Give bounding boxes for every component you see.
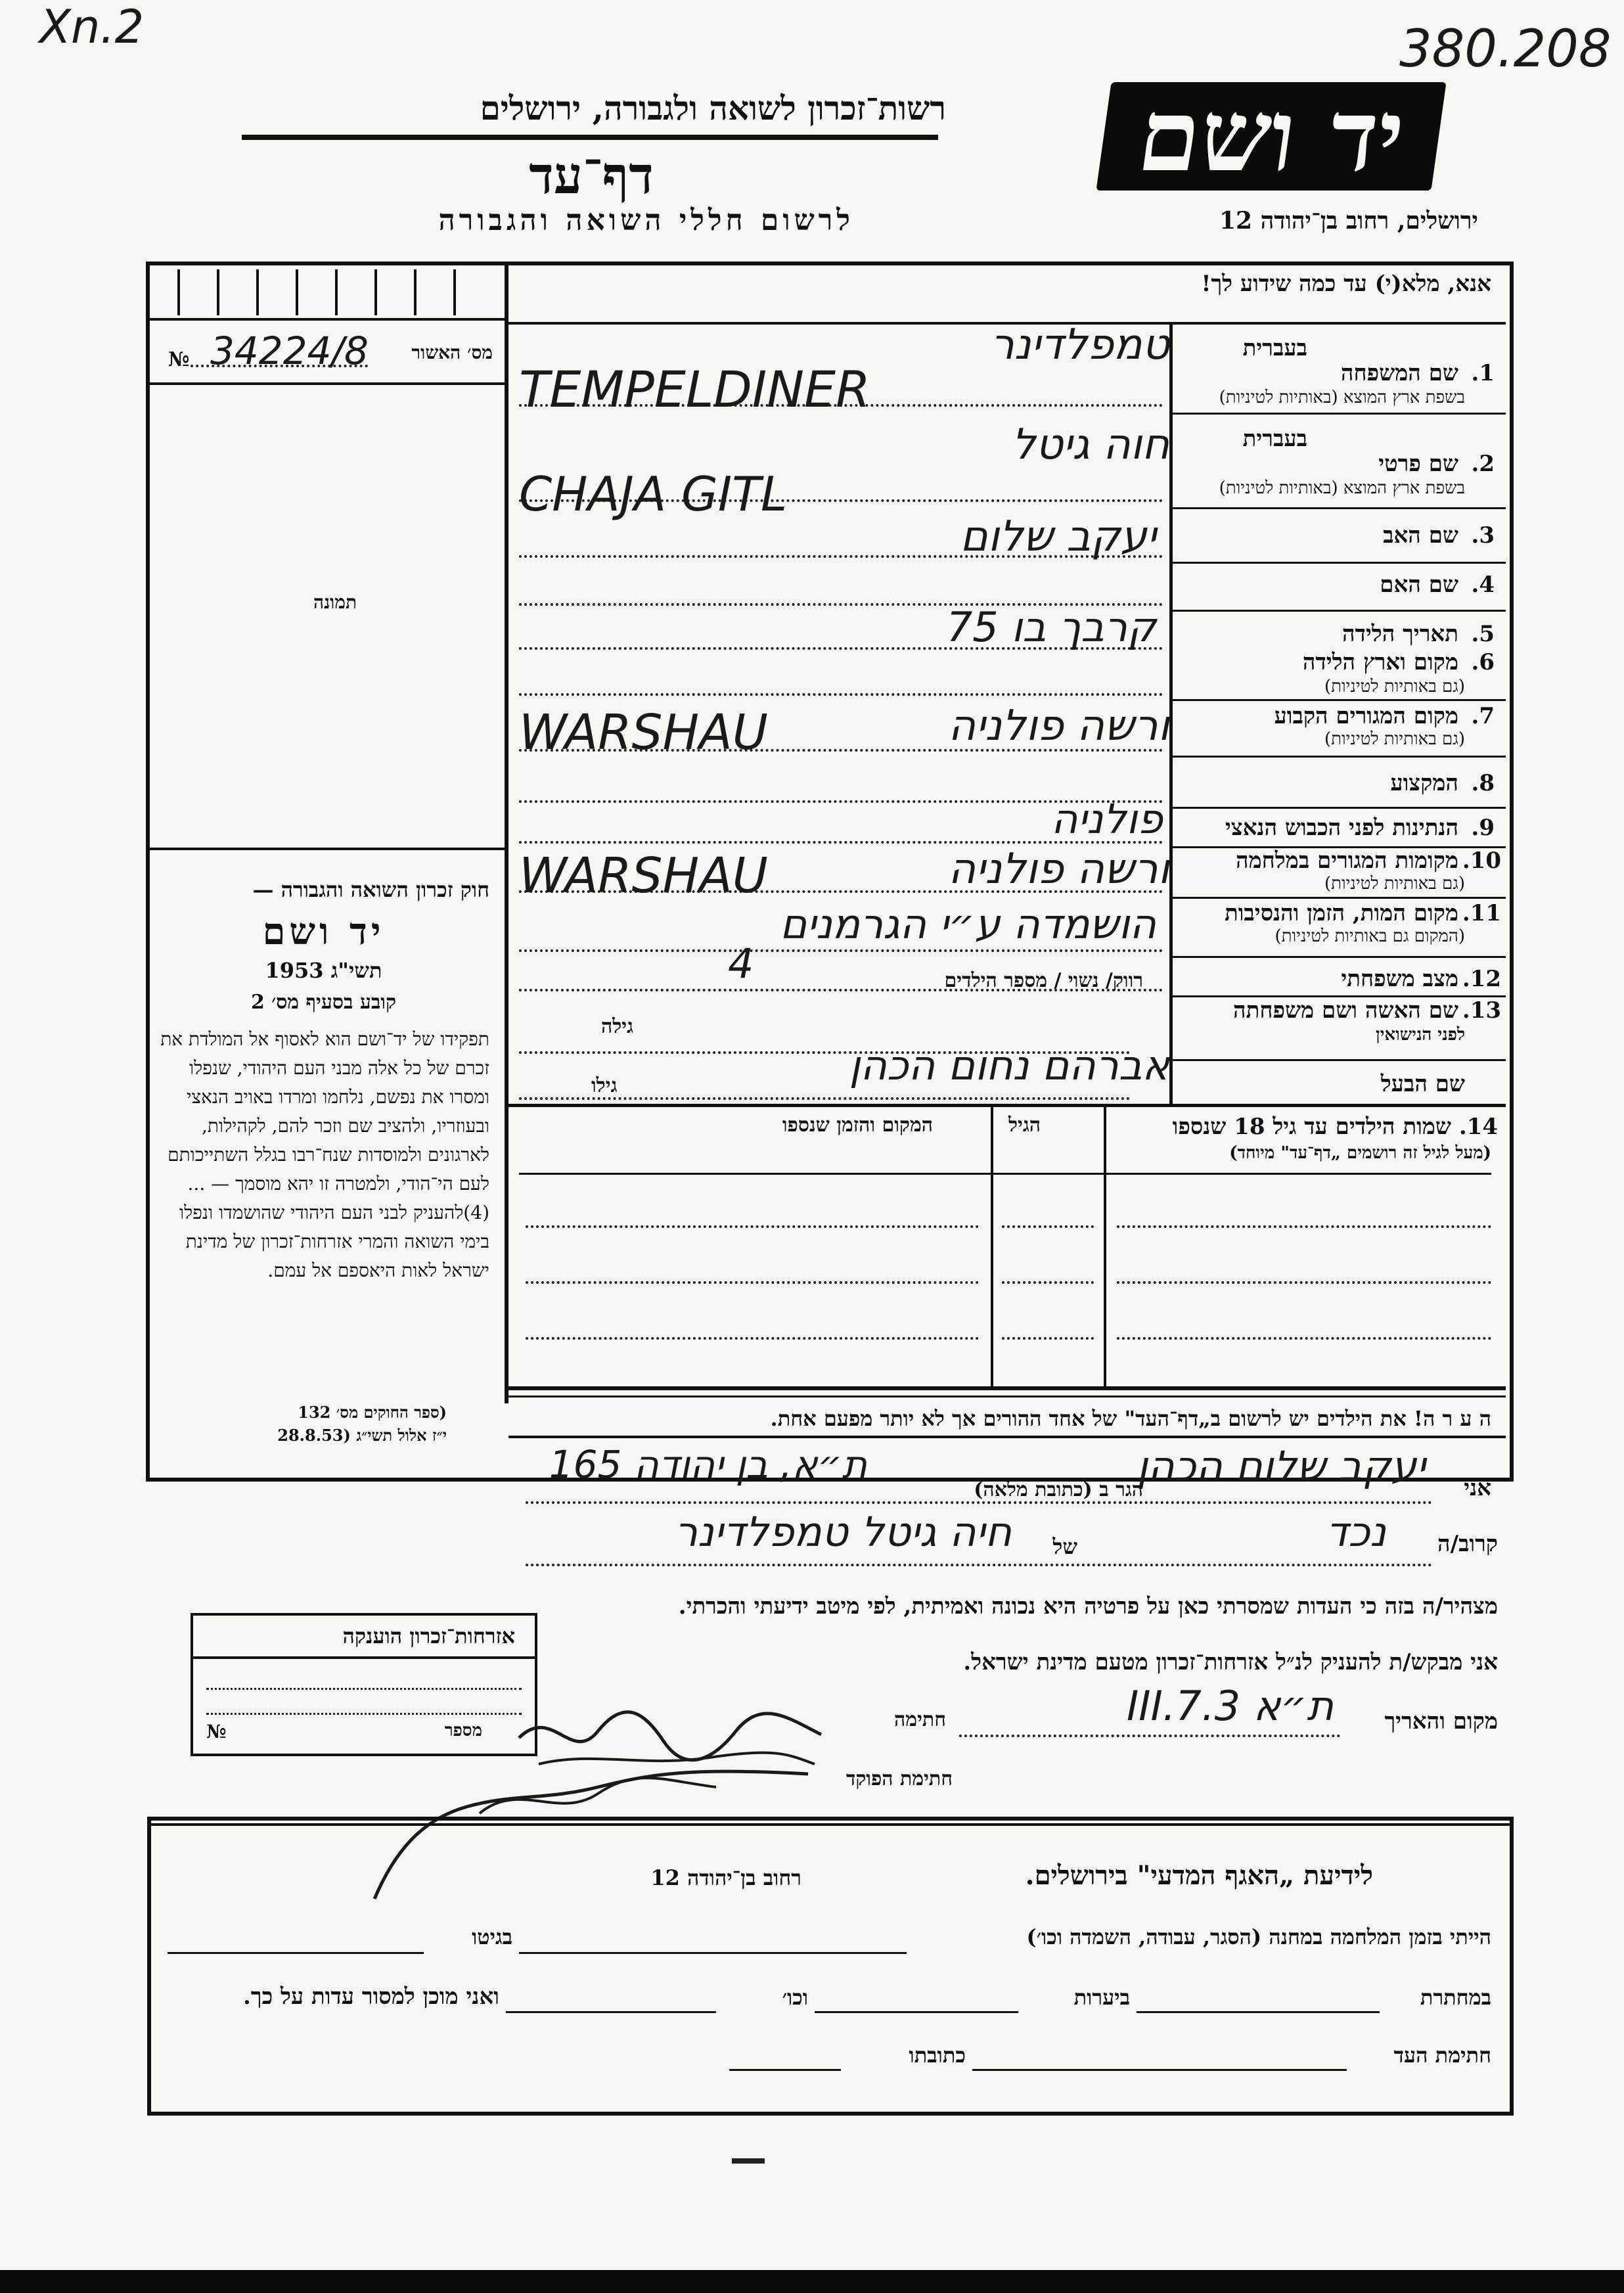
field-13-label: שם האשה ושם משפחתה xyxy=(1233,997,1458,1024)
death-circumstances[interactable]: הושמדה ע״י הגרמנים xyxy=(780,900,1156,948)
first-name-hebrew[interactable]: חוה גיטל xyxy=(1012,420,1169,469)
children-label: 14. שמות הילדים עד גיל 18 שנספו xyxy=(1172,1114,1498,1140)
citizenship-request: אני מבקש/ת להעניק לנ״ל אזרחות־זכרון מטעם מדינת ישראל. xyxy=(963,1649,1498,1675)
field-10-label: מקומות המגורים במלחמה xyxy=(1235,848,1458,874)
field-4-label: שם האם xyxy=(1380,572,1458,598)
husband-name[interactable]: אברהם נחום הכהן xyxy=(849,1041,1169,1089)
form-subtitle: לרשום חללי השואה והגבורה xyxy=(438,204,854,237)
law-reference-2: י״ז אלול תשי״ג (28.8.53 xyxy=(277,1426,447,1445)
father-name[interactable]: יעקב שלום xyxy=(960,512,1156,561)
wartime-place-hebrew[interactable]: ורשה פולניה xyxy=(948,845,1169,894)
citizenship-box-title: אזרחות־זכרון הוענקה xyxy=(342,1623,515,1648)
archive-number: 380.208 xyxy=(1399,20,1612,79)
wife-age-label: גילה xyxy=(601,1015,634,1038)
form-intro: אנא, מלא(י) עד כמה שידוע לך! xyxy=(1201,271,1491,297)
husband-label: שם הבעל xyxy=(1380,1071,1465,1097)
first-name-latin[interactable]: CHAJA GITL xyxy=(519,466,788,522)
field-11-label: מקום המות, הזמן והנסיבות xyxy=(1224,900,1458,926)
law-text: תפקידו של יד־ושם הוא לאסוף אל המולדת את זכרם של כל אלה מבני העם היהודי, שנפלו ומסרו את נפשם, נלחמו ומרדו באויב הנאצי ובעוזריו, ולהציב שם וזכר להם, לקהילות, לארגונים ולמוסדות שנח־רבו בגלל השתייכותם לעם הי־הודי, ולמטרה זו יהא מוסמך — ...(4)להעניק לבני העם היהודי שהושמדו ונפלו בימי השואה והמרי אזרחות־זכרון של מדינת ישראל לאות היאספם אל עמם. xyxy=(160,1028,489,1281)
header-address: ירושלים, רחוב בן־יהודה 12 xyxy=(1219,207,1478,235)
law-year: תשי"ג 1953 xyxy=(265,958,382,983)
approval-prefix: № xyxy=(168,348,190,371)
of-label: של xyxy=(1052,1534,1077,1559)
approval-label: מס׳ האשור xyxy=(411,342,493,363)
ghetto-label: בגיטו xyxy=(472,1924,512,1949)
birthplace-latin[interactable]: WARSHAU xyxy=(519,704,768,761)
page-mark xyxy=(732,2158,765,2164)
law-reference-1: (ספר החוקים מס׳ 132 xyxy=(298,1403,447,1422)
declarant-label: אני xyxy=(1464,1475,1491,1501)
field-6-label: מקום וארץ הלידה xyxy=(1302,649,1458,675)
forests-label: ביערות xyxy=(1073,1985,1130,2010)
wartime-place-latin[interactable]: WARSHAU xyxy=(519,848,768,904)
citizenship-box-number: מספר xyxy=(444,1721,482,1740)
left-column-divider xyxy=(505,261,508,1403)
children-place-header: המקום והזמן שנספו xyxy=(782,1114,933,1137)
scientific-dept-section xyxy=(147,1817,1514,2116)
testimony-offer: ואני מוכן למסור עדות על כך. xyxy=(243,1984,499,2010)
marital-options: רווק/ נשוי / מספר הילדים xyxy=(944,969,1143,992)
children-note: ה ע ר ה! את הילדים יש לרשום ב„דף־העד" של אחד ההורים אך לא יותר מפעם אחת. xyxy=(770,1406,1491,1431)
top-left-mark: Xn.2 xyxy=(39,0,145,54)
scan-edge xyxy=(0,2270,1624,2293)
bottom-address: רחוב בן־יהודה 12 xyxy=(650,1865,801,1890)
witness-address-label: כתובתו xyxy=(909,2043,966,2068)
place-date-label: מקום והאריך xyxy=(1384,1708,1498,1735)
field-12-label: מצב משפחתי xyxy=(1341,966,1458,992)
header-rule xyxy=(242,135,938,140)
law-section: קובע בסעיף מס׳ 2 xyxy=(250,991,397,1014)
declarant-name[interactable]: יעקב שלום הכהן xyxy=(1137,1442,1426,1490)
camp-line-label: הייתי בזמן המלחמה במחנה (הסגר, עבודה, השמדה וכו׳) xyxy=(1026,1924,1491,1949)
children-count[interactable]: 4 xyxy=(728,940,754,988)
label-column-divider xyxy=(1169,322,1173,1104)
field-1-label: שם המשפחה xyxy=(1340,360,1458,386)
birth-date[interactable]: קרבך בו 75 xyxy=(946,603,1156,651)
law-title: חוק זכרון השואה והגבורה — xyxy=(252,877,489,902)
authority-name: רשות־זכרון לשואה ולגבורה, ירושלים xyxy=(480,89,946,127)
relative-label: קרוב/ה xyxy=(1437,1531,1498,1557)
citizenship-box: אזרחות־זכרון הוענקה № מספר xyxy=(191,1613,537,1756)
declaration-statement: מצהיר/ה בזה כי העדות שמסרתי כאן על פרטיה היא נכונה ואמיתית, לפי מיטב ידיעתי והכרתי. xyxy=(678,1593,1498,1620)
witness-signature-label: חתימת העד xyxy=(1393,2043,1491,2068)
relative-of-name[interactable]: חיה גיטל טמפלדינר xyxy=(675,1508,1012,1556)
relation-value[interactable]: נכד xyxy=(1326,1508,1386,1556)
surname-hebrew[interactable]: טמפלדינר xyxy=(990,321,1169,369)
field-2-label: שם פרטי xyxy=(1378,451,1458,477)
field-7-label: מקום המגורים הקבוע xyxy=(1274,703,1458,729)
field-9-label: הנתינות לפני הכבוש הנאצי xyxy=(1225,815,1458,841)
field-8-label: המקצוע xyxy=(1390,770,1458,796)
official-signature-label: חתימת הפוקד xyxy=(846,1767,953,1790)
signature-label: חתימה xyxy=(894,1708,946,1731)
nationality[interactable]: פולניה xyxy=(1050,795,1163,843)
hebrew-label-1: בעברית xyxy=(1242,335,1307,361)
approval-number: 34224/8 xyxy=(210,329,369,373)
yad-vashem-logo: יד ושם xyxy=(1096,82,1446,191)
hebrew-label-2: בעברית xyxy=(1242,426,1307,452)
declarant-address[interactable]: ת״א, בן יהודה 165 xyxy=(549,1442,867,1487)
children-age-header: הגיל xyxy=(1008,1114,1041,1137)
bottom-title: לידיעת „האגף המדעי" בירושלים. xyxy=(1025,1860,1373,1891)
form-title: דף־עד xyxy=(529,146,654,206)
underground-label: במחתרת xyxy=(1420,1985,1491,2010)
law-name: יד ושם xyxy=(262,910,385,953)
birthplace-hebrew[interactable]: ורשה פולניה xyxy=(948,702,1169,750)
photo-label: תמונה xyxy=(313,591,357,613)
field-3-label: שם האב xyxy=(1383,522,1458,549)
etc-label: וכו׳ xyxy=(782,1985,808,2010)
surname-latin[interactable]: TEMPELDINER xyxy=(519,360,870,419)
field-5-label: תאריך הלידה xyxy=(1342,621,1458,647)
address-label: הגר ב (כתובת מלאה) xyxy=(974,1478,1143,1501)
husband-age-label: גילו xyxy=(591,1074,618,1097)
place-date-value[interactable]: ת״א 7.3.III xyxy=(1126,1682,1334,1730)
